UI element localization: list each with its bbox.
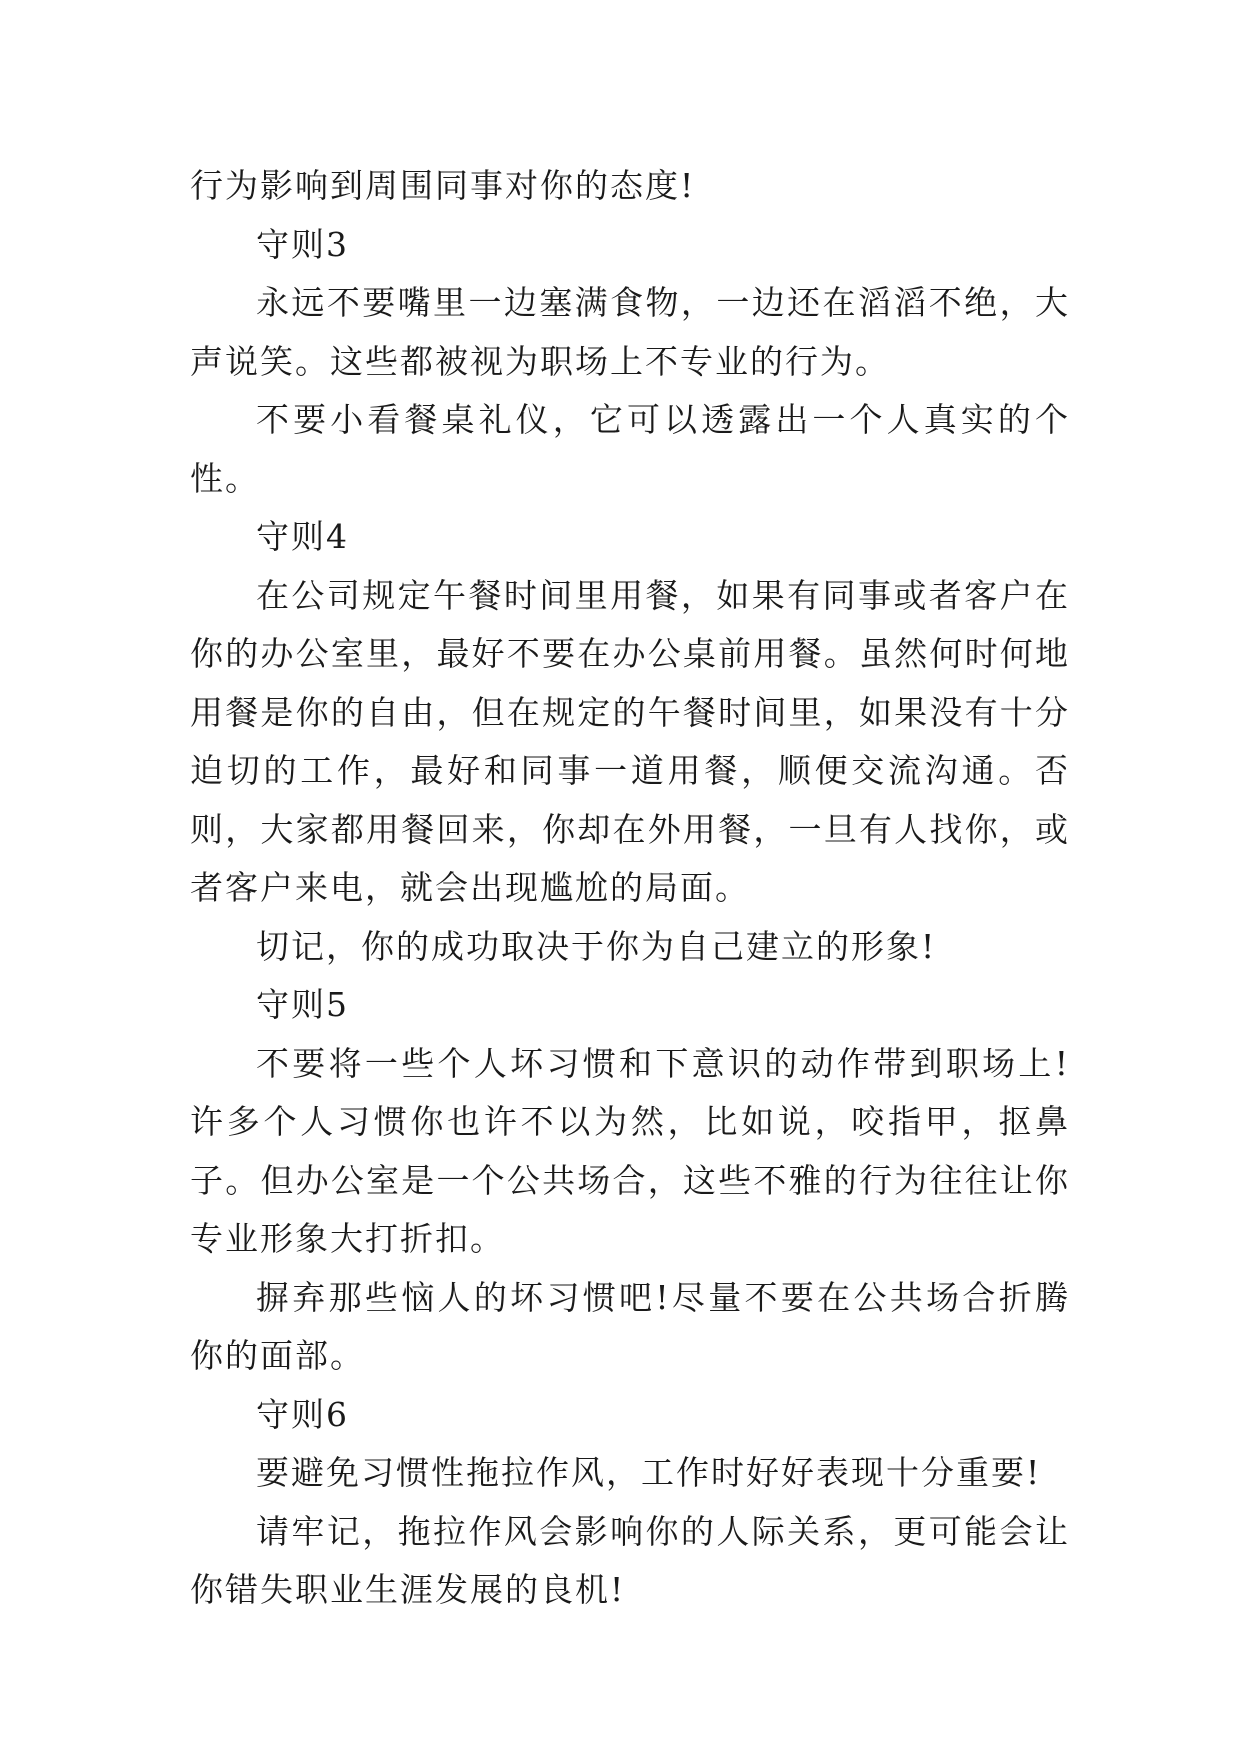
paragraph: 在公司规定午餐时间里用餐，如果有同事或者客户在你的办公室里，最好不要在办公桌前用餐。虽然何时何地用餐是你的自由，但在规定的午餐时间里，如果没有十分迫切的工作，最好和同事一道用餐，顺便交流沟通。否则，大家都用餐回来，你却在外用餐，一旦有人找你，或者客户来电，就会出现尴尬的局面。 bbox=[190, 575, 1070, 907]
paragraph: 不要小看餐桌礼仪，它可以透露出一个人真实的个性。 bbox=[190, 400, 1070, 498]
rule-heading-5: 守则5 bbox=[256, 985, 349, 1024]
paragraph: 不要将一些个人坏习惯和下意识的动作带到职场上!许多个人习惯你也许不以为然，比如说，咬指甲，抠鼻子。但办公室是一个公共场合，这些不雅的行为往往让你专业形象大打折扣。 bbox=[190, 1043, 1070, 1258]
rule-heading-3: 守则3 bbox=[256, 224, 349, 264]
paragraph: 永远不要嘴里一边塞满食物，一边还在滔滔不绝，大声说笑。这些都被视为职场上不专业的行为。 bbox=[190, 283, 1070, 381]
rule-heading-6: 守则6 bbox=[256, 1394, 349, 1434]
paragraph: 摒弃那些恼人的坏习惯吧!尽量不要在公共场合折腾你的面部。 bbox=[190, 1277, 1070, 1375]
document-body bbox=[190, 157, 1070, 1620]
paragraph: 切记，你的成功取决于你为自己建立的形象! bbox=[256, 926, 937, 966]
paragraph: 请牢记，拖拉作风会影响你的人际关系，更可能会让你错失职业生涯发展的良机! bbox=[190, 1511, 1070, 1609]
rule-heading-4: 守则4 bbox=[256, 517, 349, 556]
paragraph: 要避免习惯性拖拉作风，工作时好好表现十分重要! bbox=[256, 1453, 1042, 1492]
paragraph-continuation: 行为影响到周围同事对你的态度! bbox=[190, 166, 696, 205]
